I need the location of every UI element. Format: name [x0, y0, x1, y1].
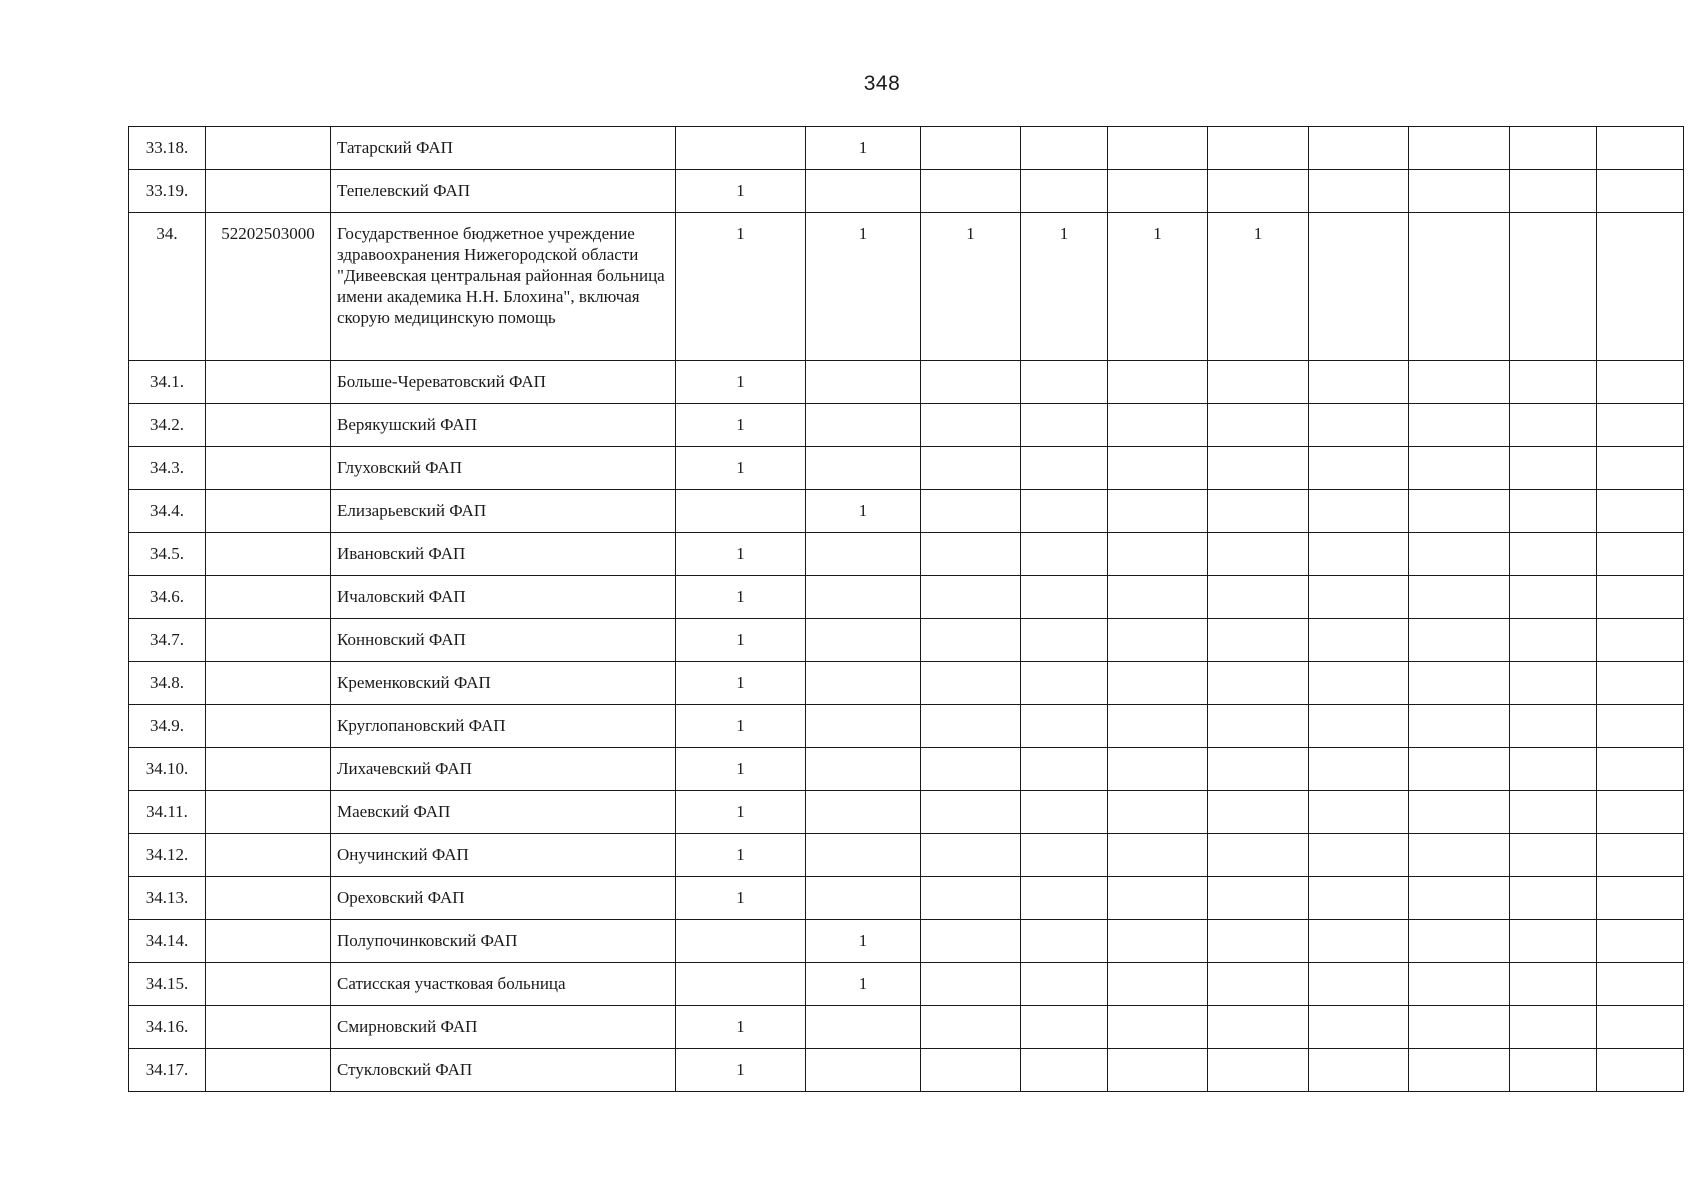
value-cell: 1 [1021, 213, 1108, 361]
value-cell [1309, 963, 1409, 1006]
value-cell [806, 705, 921, 748]
value-cell: 1 [806, 920, 921, 963]
facility-name-cell: Маевский ФАП [331, 791, 676, 834]
value-cell [1597, 705, 1684, 748]
row-number-cell: 34. [129, 213, 206, 361]
value-cell [1409, 920, 1510, 963]
table-row [129, 791, 1684, 834]
row-number-cell: 34.9. [129, 705, 206, 748]
value-cell [1597, 576, 1684, 619]
value-cell [921, 1049, 1021, 1092]
value-cell [921, 748, 1021, 791]
table-row [129, 361, 1684, 404]
facility-name-cell: Елизарьевский ФАП [331, 490, 676, 533]
table-row [129, 877, 1684, 920]
value-cell: 1 [806, 127, 921, 170]
row-number-cell: 34.10. [129, 748, 206, 791]
oktmo-code-cell [206, 920, 331, 963]
table-body [129, 127, 1684, 1092]
value-cell [1021, 834, 1108, 877]
row-number-cell: 34.17. [129, 1049, 206, 1092]
value-cell: 1 [676, 404, 806, 447]
value-cell [1208, 576, 1309, 619]
value-cell [1309, 490, 1409, 533]
value-cell [1208, 705, 1309, 748]
row-number-cell: 34.16. [129, 1006, 206, 1049]
oktmo-code-cell [206, 490, 331, 533]
value-cell [1597, 127, 1684, 170]
value-cell [1510, 213, 1597, 361]
value-cell: 1 [806, 213, 921, 361]
oktmo-code-cell [206, 705, 331, 748]
value-cell [1510, 1006, 1597, 1049]
value-cell [1510, 361, 1597, 404]
value-cell [1510, 920, 1597, 963]
table-row [129, 213, 1684, 361]
value-cell [921, 1006, 1021, 1049]
value-cell [921, 662, 1021, 705]
value-cell [1108, 619, 1208, 662]
value-cell [921, 791, 1021, 834]
value-cell [1597, 1049, 1684, 1092]
value-cell [1309, 447, 1409, 490]
value-cell [921, 127, 1021, 170]
value-cell [1309, 404, 1409, 447]
value-cell [1208, 447, 1309, 490]
table-row [129, 404, 1684, 447]
facility-name-cell: Онучинский ФАП [331, 834, 676, 877]
value-cell [1409, 791, 1510, 834]
value-cell [806, 361, 921, 404]
value-cell [1021, 877, 1108, 920]
value-cell [1208, 748, 1309, 791]
row-number-cell: 34.4. [129, 490, 206, 533]
value-cell [1021, 1049, 1108, 1092]
value-cell [1208, 361, 1309, 404]
facility-name-cell: Лихачевский ФАП [331, 748, 676, 791]
value-cell: 1 [806, 490, 921, 533]
value-cell [676, 127, 806, 170]
value-cell [921, 404, 1021, 447]
value-cell [1510, 705, 1597, 748]
facility-name-cell: Сатисская участковая больница [331, 963, 676, 1006]
value-cell [1409, 963, 1510, 1006]
value-cell [921, 170, 1021, 213]
row-number-cell: 34.15. [129, 963, 206, 1006]
value-cell [1597, 213, 1684, 361]
value-cell [1597, 791, 1684, 834]
value-cell [1309, 127, 1409, 170]
value-cell [1021, 705, 1108, 748]
facility-name-cell: Стукловский ФАП [331, 1049, 676, 1092]
value-cell [1409, 213, 1510, 361]
value-cell: 1 [676, 662, 806, 705]
value-cell [1108, 1049, 1208, 1092]
value-cell [1108, 170, 1208, 213]
value-cell [1108, 963, 1208, 1006]
value-cell [1208, 877, 1309, 920]
value-cell [1309, 533, 1409, 576]
value-cell [921, 963, 1021, 1006]
value-cell [1409, 404, 1510, 447]
value-cell: 1 [676, 619, 806, 662]
row-number-cell: 34.5. [129, 533, 206, 576]
value-cell [1597, 619, 1684, 662]
oktmo-code-cell [206, 1049, 331, 1092]
value-cell [1021, 576, 1108, 619]
value-cell [1108, 920, 1208, 963]
value-cell [1510, 963, 1597, 1006]
value-cell [1108, 127, 1208, 170]
row-number-cell: 33.18. [129, 127, 206, 170]
value-cell [1510, 834, 1597, 877]
table-row [129, 662, 1684, 705]
table-row [129, 576, 1684, 619]
value-cell [1597, 748, 1684, 791]
value-cell [1208, 963, 1309, 1006]
value-cell [921, 490, 1021, 533]
value-cell [1409, 447, 1510, 490]
value-cell [1108, 576, 1208, 619]
facility-name-cell: Ореховский ФАП [331, 877, 676, 920]
value-cell [1108, 705, 1208, 748]
value-cell [1409, 877, 1510, 920]
value-cell [1597, 490, 1684, 533]
value-cell [806, 877, 921, 920]
value-cell [1510, 533, 1597, 576]
value-cell [1409, 705, 1510, 748]
value-cell [921, 877, 1021, 920]
value-cell [1108, 533, 1208, 576]
value-cell [1309, 834, 1409, 877]
value-cell [921, 834, 1021, 877]
value-cell [806, 834, 921, 877]
value-cell [806, 447, 921, 490]
value-cell [1021, 963, 1108, 1006]
value-cell [1510, 877, 1597, 920]
row-number-cell: 34.11. [129, 791, 206, 834]
table-row [129, 920, 1684, 963]
value-cell: 1 [676, 1049, 806, 1092]
value-cell [1510, 404, 1597, 447]
row-number-cell: 34.1. [129, 361, 206, 404]
row-number-cell: 34.7. [129, 619, 206, 662]
value-cell: 1 [1108, 213, 1208, 361]
value-cell [1409, 361, 1510, 404]
oktmo-code-cell [206, 619, 331, 662]
table-row [129, 170, 1684, 213]
value-cell [921, 619, 1021, 662]
table-row [129, 533, 1684, 576]
oktmo-code-cell [206, 963, 331, 1006]
value-cell [1309, 1006, 1409, 1049]
facility-name-cell: Государственное бюджетное учреждение здравоохранения Нижегородской области "Дивеевская центральная районная больница имени академика Н.Н. Блохина", включая скорую медицинскую помощь [331, 213, 676, 361]
oktmo-code-cell [206, 576, 331, 619]
value-cell [1409, 748, 1510, 791]
value-cell [921, 533, 1021, 576]
table-row [129, 490, 1684, 533]
value-cell [1108, 834, 1208, 877]
value-cell [1510, 576, 1597, 619]
value-cell [1510, 447, 1597, 490]
value-cell [1409, 490, 1510, 533]
value-cell: 1 [676, 705, 806, 748]
facility-name-cell: Круглопановский ФАП [331, 705, 676, 748]
oktmo-code-cell [206, 127, 331, 170]
value-cell [1409, 619, 1510, 662]
row-number-cell: 33.19. [129, 170, 206, 213]
value-cell [1409, 662, 1510, 705]
value-cell [1409, 576, 1510, 619]
value-cell [1597, 963, 1684, 1006]
value-cell [1208, 170, 1309, 213]
value-cell: 1 [676, 213, 806, 361]
value-cell [1208, 619, 1309, 662]
value-cell [1597, 1006, 1684, 1049]
row-number-cell: 34.6. [129, 576, 206, 619]
value-cell [1108, 447, 1208, 490]
value-cell [1309, 170, 1409, 213]
oktmo-code-cell [206, 533, 331, 576]
oktmo-code-cell [206, 791, 331, 834]
facility-name-cell: Татарский ФАП [331, 127, 676, 170]
value-cell: 1 [676, 170, 806, 213]
value-cell: 1 [921, 213, 1021, 361]
value-cell [1409, 533, 1510, 576]
row-number-cell: 34.3. [129, 447, 206, 490]
oktmo-code-cell [206, 170, 331, 213]
value-cell [1510, 127, 1597, 170]
oktmo-code-cell [206, 1006, 331, 1049]
value-cell [921, 920, 1021, 963]
facility-name-cell: Смирновский ФАП [331, 1006, 676, 1049]
value-cell [676, 490, 806, 533]
value-cell: 1 [676, 834, 806, 877]
facility-table [128, 126, 1684, 1092]
value-cell [1510, 662, 1597, 705]
value-cell [1409, 127, 1510, 170]
page-number: 348 [863, 72, 901, 95]
oktmo-code-cell [206, 404, 331, 447]
value-cell: 1 [676, 748, 806, 791]
value-cell [1597, 447, 1684, 490]
value-cell [1510, 490, 1597, 533]
value-cell [1510, 619, 1597, 662]
value-cell [1309, 576, 1409, 619]
value-cell: 1 [806, 963, 921, 1006]
value-cell [1309, 1049, 1409, 1092]
value-cell [1021, 127, 1108, 170]
value-cell [806, 1006, 921, 1049]
value-cell [1108, 404, 1208, 447]
row-number-cell: 34.12. [129, 834, 206, 877]
value-cell [1021, 1006, 1108, 1049]
value-cell [1021, 920, 1108, 963]
row-number-cell: 34.14. [129, 920, 206, 963]
value-cell [806, 533, 921, 576]
value-cell [1208, 127, 1309, 170]
value-cell [1021, 447, 1108, 490]
value-cell [1309, 748, 1409, 791]
table-row [129, 834, 1684, 877]
value-cell [676, 920, 806, 963]
value-cell [1021, 404, 1108, 447]
value-cell: 1 [676, 576, 806, 619]
value-cell [921, 447, 1021, 490]
value-cell [1597, 877, 1684, 920]
value-cell [1309, 877, 1409, 920]
value-cell [1510, 748, 1597, 791]
value-cell [1108, 361, 1208, 404]
value-cell [1309, 662, 1409, 705]
oktmo-code-cell [206, 748, 331, 791]
row-number-cell: 34.8. [129, 662, 206, 705]
value-cell [1021, 170, 1108, 213]
value-cell [1021, 662, 1108, 705]
table-row [129, 1006, 1684, 1049]
table-row [129, 1049, 1684, 1092]
value-cell [1409, 1049, 1510, 1092]
value-cell [1021, 619, 1108, 662]
table-row [129, 127, 1684, 170]
value-cell [1108, 1006, 1208, 1049]
value-cell [1108, 877, 1208, 920]
value-cell [806, 662, 921, 705]
facility-name-cell: Верякушский ФАП [331, 404, 676, 447]
value-cell [1108, 662, 1208, 705]
value-cell: 1 [676, 1006, 806, 1049]
value-cell [806, 404, 921, 447]
value-cell [1208, 920, 1309, 963]
value-cell: 1 [1208, 213, 1309, 361]
value-cell [1409, 1006, 1510, 1049]
value-cell: 1 [676, 791, 806, 834]
value-cell [1021, 533, 1108, 576]
value-cell [1021, 361, 1108, 404]
value-cell [1309, 791, 1409, 834]
facility-name-cell: Конновский ФАП [331, 619, 676, 662]
facility-name-cell: Кременковский ФАП [331, 662, 676, 705]
value-cell: 1 [676, 877, 806, 920]
facility-name-cell: Полупочинковский ФАП [331, 920, 676, 963]
table-row [129, 705, 1684, 748]
value-cell [1309, 705, 1409, 748]
value-cell: 1 [676, 361, 806, 404]
value-cell [1108, 748, 1208, 791]
facility-name-cell: Глуховский ФАП [331, 447, 676, 490]
facility-name-cell: Ичаловский ФАП [331, 576, 676, 619]
value-cell [1510, 170, 1597, 213]
value-cell [1021, 791, 1108, 834]
value-cell [1409, 170, 1510, 213]
value-cell [1409, 834, 1510, 877]
value-cell [1208, 662, 1309, 705]
value-cell [1597, 404, 1684, 447]
value-cell [1021, 490, 1108, 533]
value-cell [1021, 748, 1108, 791]
oktmo-code-cell [206, 361, 331, 404]
value-cell: 1 [676, 533, 806, 576]
value-cell [806, 748, 921, 791]
table-row [129, 748, 1684, 791]
value-cell [1309, 213, 1409, 361]
value-cell [1108, 791, 1208, 834]
value-cell [1597, 533, 1684, 576]
value-cell [806, 170, 921, 213]
row-number-cell: 34.13. [129, 877, 206, 920]
value-cell [1597, 361, 1684, 404]
value-cell [806, 576, 921, 619]
value-cell [1208, 1049, 1309, 1092]
value-cell [921, 576, 1021, 619]
oktmo-code-cell: 52202503000 [206, 213, 331, 361]
oktmo-code-cell [206, 662, 331, 705]
oktmo-code-cell [206, 447, 331, 490]
value-cell [1208, 404, 1309, 447]
value-cell [1208, 490, 1309, 533]
value-cell [921, 361, 1021, 404]
value-cell [1208, 533, 1309, 576]
value-cell [921, 705, 1021, 748]
facility-name-cell: Тепелевский ФАП [331, 170, 676, 213]
value-cell [1510, 1049, 1597, 1092]
value-cell [806, 1049, 921, 1092]
value-cell [806, 619, 921, 662]
value-cell [806, 791, 921, 834]
oktmo-code-cell [206, 877, 331, 920]
value-cell [1108, 490, 1208, 533]
table-row [129, 963, 1684, 1006]
table-row [129, 447, 1684, 490]
value-cell [1597, 920, 1684, 963]
value-cell [1597, 834, 1684, 877]
value-cell [1309, 619, 1409, 662]
value-cell [1208, 1006, 1309, 1049]
value-cell [676, 963, 806, 1006]
value-cell [1510, 791, 1597, 834]
value-cell [1309, 361, 1409, 404]
value-cell [1208, 834, 1309, 877]
facility-name-cell: Ивановский ФАП [331, 533, 676, 576]
value-cell [1597, 170, 1684, 213]
table-row [129, 619, 1684, 662]
value-cell: 1 [676, 447, 806, 490]
row-number-cell: 34.2. [129, 404, 206, 447]
facility-name-cell: Больше-Череватовский ФАП [331, 361, 676, 404]
value-cell [1208, 791, 1309, 834]
value-cell [1309, 920, 1409, 963]
value-cell [1597, 662, 1684, 705]
oktmo-code-cell [206, 834, 331, 877]
